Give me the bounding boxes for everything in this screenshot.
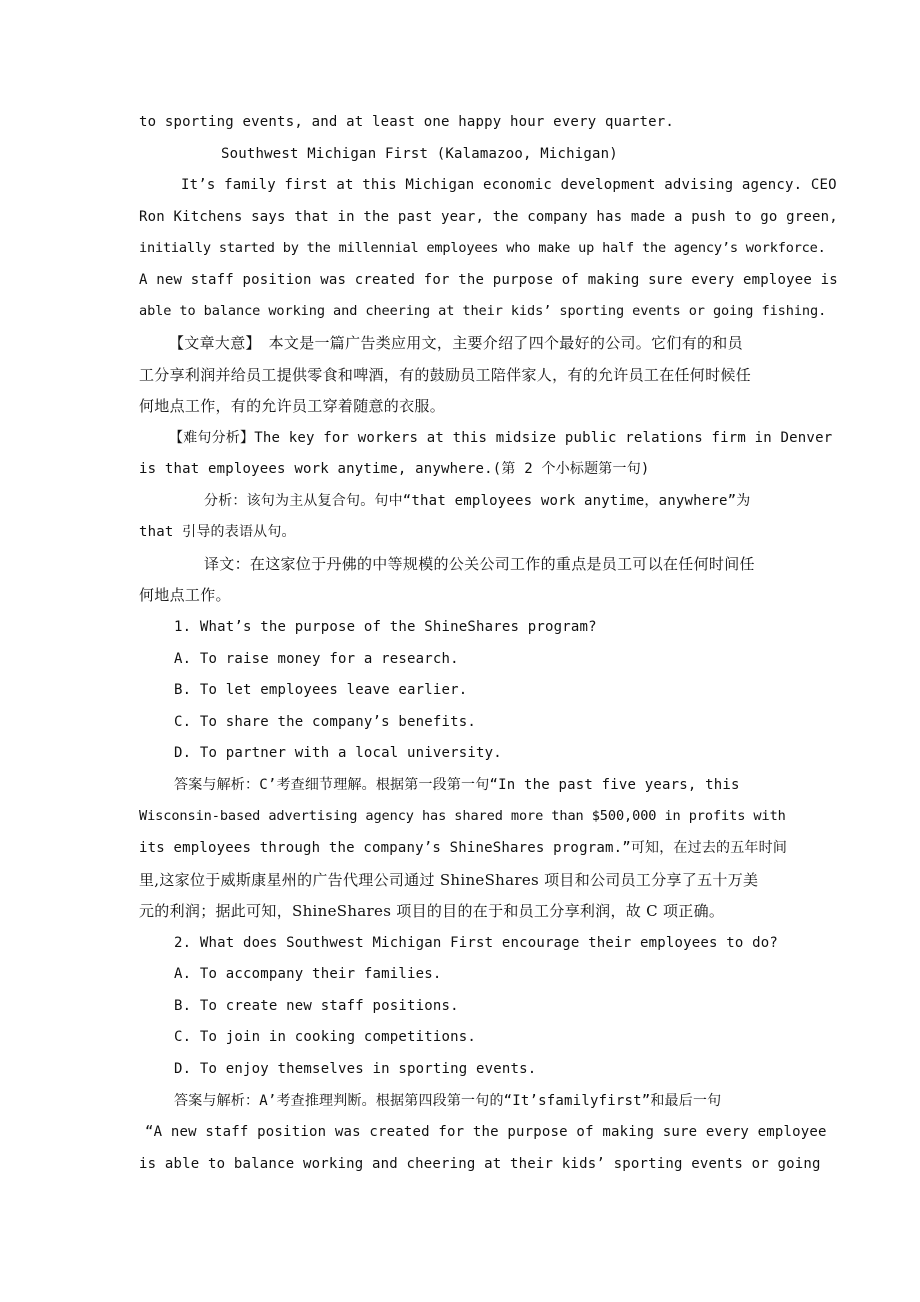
answer-2-line: “A new staff position was created for the purpose of making sure every employee [145, 1124, 827, 1140]
answer-1-line: 元的利润；据此可知，ShineShares 项目的目的在于和员工分享利润，故 C 项正确。 [139, 902, 725, 920]
question-2-option-c: C. To join in cooking competitions. [174, 1029, 477, 1045]
question-2-option-b: B. To create new staff positions. [174, 998, 459, 1014]
question-2-option-a: A. To accompany their families. [174, 966, 442, 982]
question-1-option-b: B. To let employees leave earlier. [174, 682, 468, 698]
answer-1-line: its employees through the company’s ShineShares program.”可知，在过去的五年时间 [139, 840, 788, 856]
answer-1-line: 答案与解析：C’考查细节理解。根据第一段第一句“In the past five years, this [174, 777, 740, 793]
translation-line: 何地点工作。 [139, 586, 231, 604]
answer-2-line: is able to balance working and cheering at their kids’ sporting events or going [139, 1156, 821, 1172]
answer-1-line: 里,这家位于威斯康星州的广告代理公司通过 ShineShares 项目和公司员工分享了五十万美 [139, 871, 759, 889]
question-2: 2. What does Southwest Michigan First encourage their employees to do? [174, 935, 779, 951]
section-heading: Southwest Michigan First (Kalamazoo, Michigan) [221, 146, 618, 162]
summary-heading: 【文章大意】 本文是一篇广告类应用文，主要介绍了四个最好的公司。它们有的和员 [169, 334, 743, 352]
question-1-option-a: A. To raise money for a research. [174, 651, 459, 667]
text-line: to sporting events, and at least one happy hour every quarter. [139, 114, 674, 130]
question-2-option-d: D. To enjoy themselves in sporting events. [174, 1061, 537, 1077]
analysis-heading: 【难句分析】The key for workers at this midsize public relations firm in Denver [169, 430, 833, 446]
text-line: Ron Kitchens says that in the past year, the company has made a push to go green, [139, 209, 838, 225]
answer-2-line: 答案与解析：A’考查推理判断。根据第四段第一句的“It’sfamilyfirst”和最后一句 [174, 1093, 722, 1109]
question-1-option-c: C. To share the company’s benefits. [174, 714, 477, 730]
question-1: 1. What’s the purpose of the ShineShares program? [174, 619, 597, 635]
text-line: that 引导的表语从句。 [139, 524, 296, 540]
text-line: 工分享利润并给员工提供零食和啤酒，有的鼓励员工陪伴家人，有的允许员工在任何时候任 [139, 366, 752, 384]
text-line: A new staff position was created for the purpose of making sure every employee is [139, 272, 838, 288]
text-line: initially started by the millennial employees who make up half the agency’s workforce. [139, 240, 826, 256]
text-line: It’s family first at this Michigan economic development advising agency. CEO [181, 177, 837, 193]
question-1-option-d: D. To partner with a local university. [174, 745, 502, 761]
text-line: able to balance working and cheering at their kids’ sporting events or going fishing. [139, 303, 827, 319]
translation-line: 译文：在这家位于丹佛的中等规模的公关公司工作的重点是员工可以在任何时间任 [204, 555, 755, 573]
answer-1-line: Wisconsin-based advertising agency has shared more than $500,000 in profits with [139, 808, 786, 824]
text-line: 分析：该句为主从复合句。句中“that employees work anytime，anywhere”为 [204, 493, 751, 509]
text-line: 何地点工作，有的允许员工穿着随意的衣服。 [139, 397, 446, 415]
text-line: is that employees work anytime, anywhere.(第 2 个小标题第一句) [139, 461, 650, 477]
